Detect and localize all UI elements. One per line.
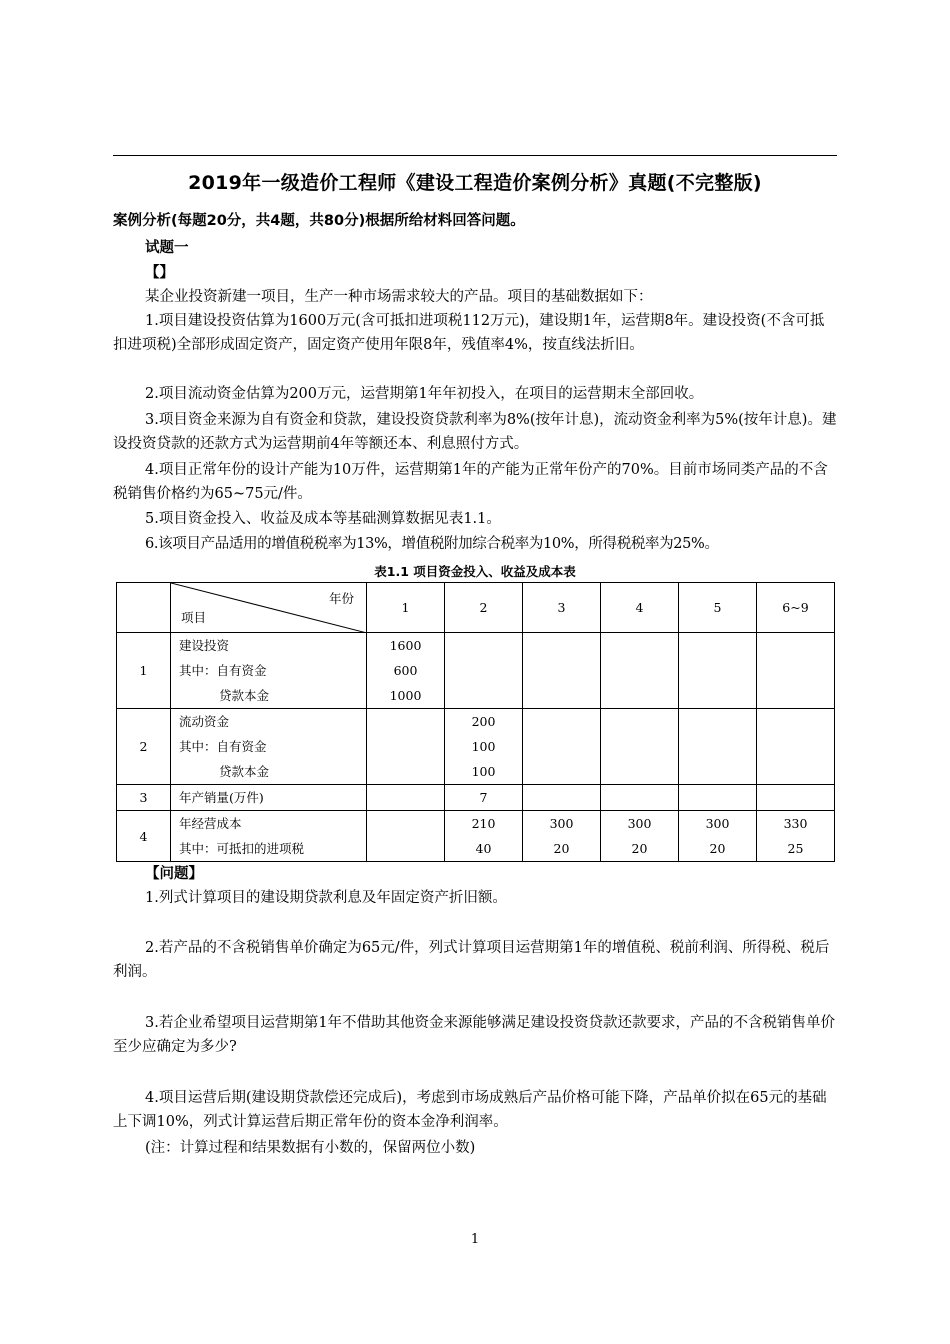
header-item-label: 项目 bbox=[181, 610, 207, 625]
row-number: 4 bbox=[117, 811, 171, 862]
cell-value: 300 bbox=[549, 816, 574, 831]
column-header: 6~9 bbox=[757, 583, 835, 633]
table-cell bbox=[523, 709, 601, 785]
paragraph-1: 1.项目建设投资估算为1600万元(含可抵扣进项税112万元)，建设期1年，运营期8年。建设投资(不含可抵扣进项税)全部形成固定资产，固定资产使用年限8年，残值率4%，按直线法折旧。 bbox=[113, 313, 825, 353]
row-item-label: 年产销量(万件) bbox=[179, 790, 264, 805]
table-cell bbox=[445, 785, 523, 811]
row-items bbox=[171, 811, 367, 862]
table-cell bbox=[367, 633, 445, 709]
table-cell bbox=[601, 633, 679, 709]
header-year-label: 年份 bbox=[328, 591, 354, 606]
header-rule bbox=[113, 155, 837, 156]
row-number: 3 bbox=[117, 785, 171, 811]
page-number: 1 bbox=[470, 1232, 480, 1247]
row-item-label: 年经营成本 bbox=[179, 816, 242, 831]
data-table bbox=[116, 582, 835, 862]
table-cell bbox=[523, 785, 601, 811]
question-4: 4.项目运营后期(建设期贷款偿还完成后)，考虑到市场成熟后产品价格可能下降，产品单价拟在65元的基础上下调10%，列式计算运营后期正常年份的资本金净利润率。 bbox=[113, 1090, 827, 1130]
section-heading: 案例分析(每题20分，共4题，共80分)根据所给材料回答问题。 bbox=[113, 213, 525, 229]
paragraph-intro: 某企业投资新建一项目，生产一种市场需求较大的产品。项目的基础数据如下： bbox=[145, 289, 653, 305]
questions-label: 【问题】 bbox=[145, 866, 203, 882]
row-number: 2 bbox=[117, 709, 171, 785]
cell-value: 300 bbox=[705, 816, 730, 831]
table-cell bbox=[679, 811, 757, 862]
cell-value: 25 bbox=[787, 841, 804, 856]
row-items bbox=[171, 709, 367, 785]
table-cell bbox=[679, 785, 757, 811]
cell-value: 20 bbox=[709, 841, 726, 856]
cell-value: 1000 bbox=[389, 688, 422, 703]
table-cell bbox=[601, 811, 679, 862]
cell-value: 300 bbox=[627, 816, 652, 831]
row-items bbox=[171, 785, 367, 811]
question-1: 1.列式计算项目的建设期贷款利息及年固定资产折旧额。 bbox=[145, 890, 507, 906]
paragraph-4: 4.项目正常年份的设计产能为10万件，运营期第1年的产能为正常年份产的70%。目前市场同类产品的不含税销售价格约为65~75元/件。 bbox=[113, 462, 828, 502]
table-row bbox=[117, 709, 835, 785]
column-header: 3 bbox=[523, 583, 601, 633]
row-item-label: 其中：可抵扣的进项税 bbox=[179, 841, 305, 856]
paragraph-6: 6.该项目产品适用的增值税税率为13%，增值税附加综合税率为10%，所得税税率为25%。 bbox=[145, 536, 719, 552]
table-cell bbox=[757, 633, 835, 709]
row-item-label: 贷款本金 bbox=[219, 688, 270, 703]
row-item-label: 流动资金 bbox=[179, 714, 230, 729]
header-diagonal-cell bbox=[171, 583, 367, 633]
table-row bbox=[117, 811, 835, 862]
column-header: 5 bbox=[679, 583, 757, 633]
table-row bbox=[117, 633, 835, 709]
table-row bbox=[117, 785, 835, 811]
row-number: 1 bbox=[117, 633, 171, 709]
column-header: 4 bbox=[601, 583, 679, 633]
paragraph-3: 3.项目资金来源为自有资金和贷款，建设投资贷款利率为8%(按年计息)，流动资金利率为5%(按年计息)。建设投资贷款的还款方式为运营期前4年等额还本、利息照付方式。 bbox=[113, 412, 837, 452]
table-caption: 表1.1 项目资金投入、收益及成本表 bbox=[374, 564, 576, 579]
table-cell bbox=[679, 633, 757, 709]
row-item-label: 建设投资 bbox=[179, 638, 230, 653]
table-cell bbox=[601, 709, 679, 785]
table-cell bbox=[523, 811, 601, 862]
page-title: 2019年一级造价工程师《建设工程造价案例分析》真题(不完整版) bbox=[188, 172, 762, 194]
calculation-note: (注：计算过程和结果数据有小数的，保留两位小数) bbox=[145, 1140, 476, 1156]
table-cell bbox=[523, 633, 601, 709]
cell-value: 20 bbox=[631, 841, 648, 856]
cell-value: 330 bbox=[783, 816, 808, 831]
table-cell bbox=[367, 785, 445, 811]
table-cell bbox=[679, 709, 757, 785]
column-header: 1 bbox=[367, 583, 445, 633]
table-cell bbox=[367, 709, 445, 785]
cell-value: 20 bbox=[553, 841, 570, 856]
question-2: 2.若产品的不含税销售单价确定为65元/件，列式计算项目运营期第1年的增值税、税前利润、所得税、税后利润。 bbox=[113, 940, 830, 980]
row-item-label: 其中：自有资金 bbox=[179, 663, 267, 678]
question-3: 3.若企业希望项目运营期第1年不借助其他资金来源能够满足建设投资贷款还款要求，产品的不含税销售单价至少应确定为多少? bbox=[113, 1015, 836, 1055]
table-header-row bbox=[117, 583, 835, 633]
cell-value: 100 bbox=[471, 739, 496, 754]
background-label: 【】 bbox=[145, 265, 174, 281]
question-label: 试题一 bbox=[145, 240, 189, 256]
table-cell bbox=[445, 811, 523, 862]
cell-value: 40 bbox=[475, 841, 492, 856]
table-cell bbox=[367, 811, 445, 862]
table-cell bbox=[601, 785, 679, 811]
row-item-label: 其中：自有资金 bbox=[179, 739, 267, 754]
table-cell bbox=[757, 811, 835, 862]
cell-value: 100 bbox=[471, 764, 496, 779]
cell-value: 210 bbox=[471, 816, 496, 831]
table-cell bbox=[445, 709, 523, 785]
header-blank-cell bbox=[117, 583, 171, 633]
cell-value: 600 bbox=[393, 663, 418, 678]
paragraph-5: 5.项目资金投入、收益及成本等基础测算数据见表1.1。 bbox=[145, 511, 501, 527]
table-cell bbox=[757, 785, 835, 811]
row-items bbox=[171, 633, 367, 709]
table-cell bbox=[757, 709, 835, 785]
column-header: 2 bbox=[445, 583, 523, 633]
row-item-label: 贷款本金 bbox=[219, 764, 270, 779]
cell-value: 200 bbox=[471, 714, 496, 729]
cell-value: 1600 bbox=[389, 638, 422, 653]
table-cell bbox=[445, 633, 523, 709]
paragraph-2: 2.项目流动资金估算为200万元，运营期第1年年初投入，在项目的运营期末全部回收。 bbox=[145, 386, 704, 402]
cell-value: 7 bbox=[479, 790, 488, 805]
